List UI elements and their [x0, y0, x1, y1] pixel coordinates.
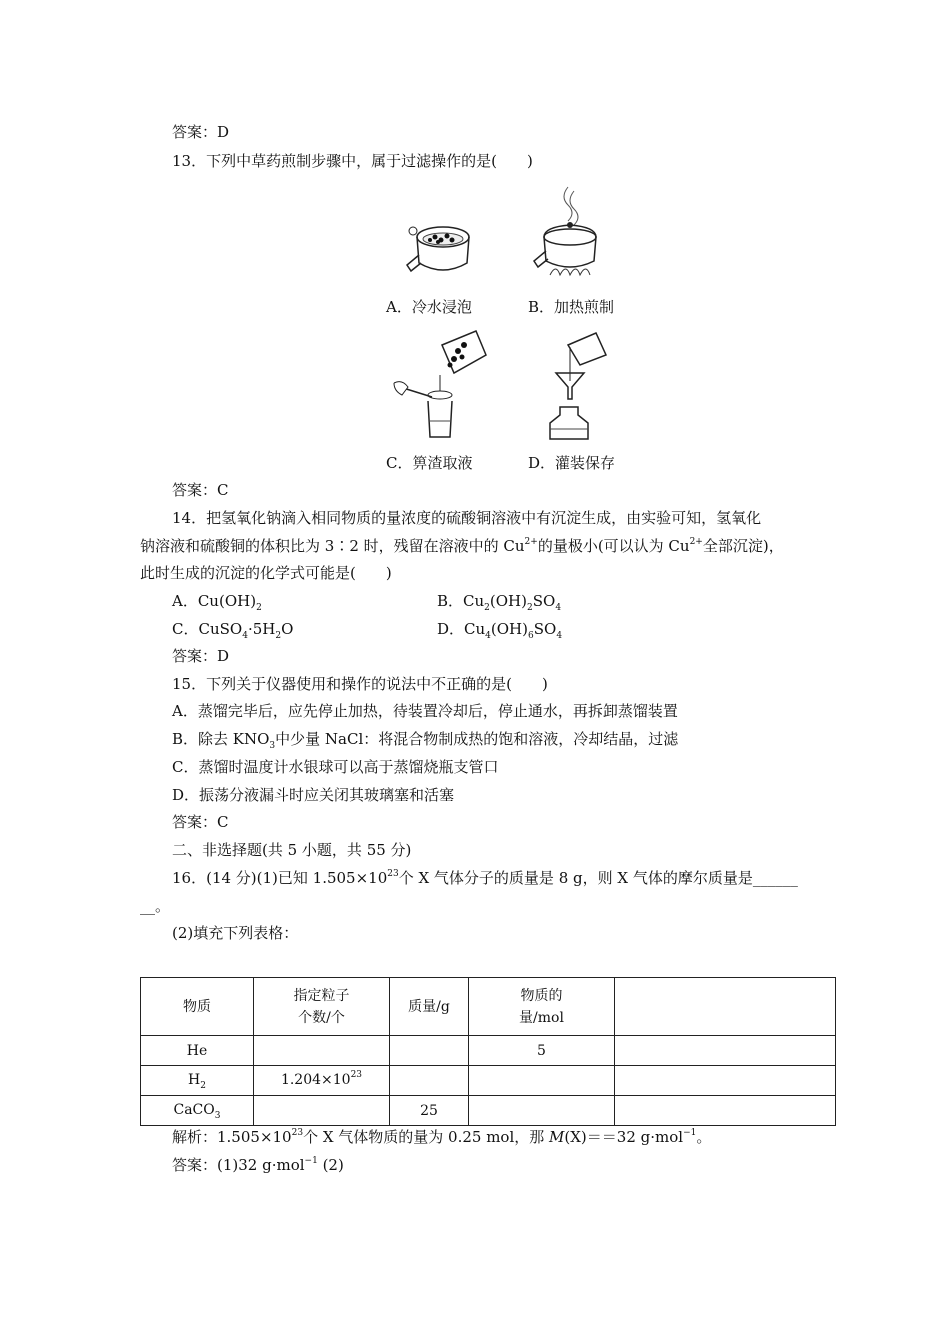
table-cell — [390, 1036, 469, 1066]
table-row — [141, 1096, 836, 1126]
heating-pot-icon — [530, 185, 610, 285]
bottling-icon — [548, 325, 618, 445]
answer-12: 答案：D — [172, 123, 230, 141]
answer-14: 答案：D — [172, 647, 230, 665]
question-14-line3: 此时生成的沉淀的化学式可能是( ) — [140, 564, 392, 582]
option-14b: B．$Cu_2(OH)_2SO_4$ — [437, 592, 562, 613]
answer-16: 答案：(1)32 g·mol$^{-1}$ (2) — [172, 1156, 344, 1174]
table-cell: 25 — [390, 1096, 469, 1126]
question-14-line1: 14．把氢氧化钠滴入相同物质的量浓度的硫酸铜溶液中有沉淀生成，由实验可知，氢氧化 — [172, 509, 762, 527]
question-14-line2: 钠溶液和硫酸铜的体积比为 3∶2 时，残留在溶液中的 $Cu^{2+}$的量极小(可以认为 $Cu^{2+}$全部沉淀)， — [140, 537, 784, 555]
table-cell — [254, 1036, 390, 1066]
table-cell — [390, 1066, 469, 1096]
table-row — [141, 1066, 836, 1096]
table-cell — [615, 1036, 836, 1066]
table-cell — [469, 1096, 615, 1126]
table-cell: CaCO$_3$ — [141, 1096, 254, 1126]
filtering-icon — [392, 325, 492, 445]
table-header-particles: 指定粒子 个数/个 — [254, 978, 390, 1036]
option-15b: B．除去 $KNO_3$中少量 NaCl：将混合物制成热的饱和溶液，冷却结晶，过滤 — [172, 730, 679, 751]
option-13a: A．冷水浸泡 — [386, 298, 472, 316]
question-16-line2: __。 — [140, 897, 171, 915]
option-14a: A．$Cu(OH)_2$ — [172, 592, 262, 613]
table-cell — [615, 1066, 836, 1096]
table-cell — [469, 1066, 615, 1096]
table-cell: $1.204\times 10^{23}$ — [254, 1066, 390, 1096]
table-cell — [254, 1096, 390, 1126]
data-table — [140, 977, 836, 1126]
option-13b: B．加热煎制 — [528, 298, 615, 316]
table-cell: $H_2$ — [141, 1066, 254, 1096]
option-15c: C．蒸馏时温度计水银球可以高于蒸馏烧瓶支管口 — [172, 758, 499, 776]
question-13: 13．下列中草药煎制步骤中，属于过滤操作的是( ) — [172, 152, 533, 170]
table-cell: He — [141, 1036, 254, 1066]
table-cell — [615, 1096, 836, 1126]
question-15: 15．下列关于仪器使用和操作的说法中不正确的是( ) — [172, 675, 548, 693]
question-16-part2: (2)填充下列表格： — [172, 924, 299, 942]
option-15a: A．蒸馏完毕后，应先停止加热，待装置冷却后，停止通水，再拆卸蒸馏装置 — [172, 702, 678, 720]
table-header-mass: 质量/g — [390, 978, 469, 1036]
section-2-heading: 二、非选择题(共 5 小题，共 55 分) — [172, 841, 412, 859]
answer-13: 答案：C — [172, 481, 229, 499]
option-13c: C．箅渣取液 — [386, 454, 473, 472]
option-15d: D．振荡分液漏斗时应关闭其玻璃塞和活塞 — [172, 786, 455, 804]
option-13d: D．灌装保存 — [528, 454, 616, 472]
soaking-pot-icon — [405, 215, 475, 285]
table-header-substance: 物质 — [141, 978, 254, 1036]
table-header-blank — [615, 978, 836, 1036]
table-header-amount: 物质的 量/mol — [469, 978, 615, 1036]
question-16-line1: 16．(14 分)(1)已知 $1.505\times 10^{23}$个 X 气体分子的质量是 8 g，则 X 气体的摩尔质量是______ — [172, 869, 798, 887]
option-14d: D．$Cu_4(OH)_6SO_4$ — [437, 620, 563, 641]
table-cell: 5 — [469, 1036, 615, 1066]
option-14c: C．$CuSO_4\cdot 5H_2O$ — [172, 620, 294, 641]
table-row — [141, 1036, 836, 1066]
answer-15: 答案：C — [172, 813, 229, 831]
analysis-16: 解析：$1.505\times 10^{23}$个 X 气体物质的量为 0.25 mol，那 M(X)＝＝32 g·mol$^{-1}$。 — [172, 1128, 712, 1146]
